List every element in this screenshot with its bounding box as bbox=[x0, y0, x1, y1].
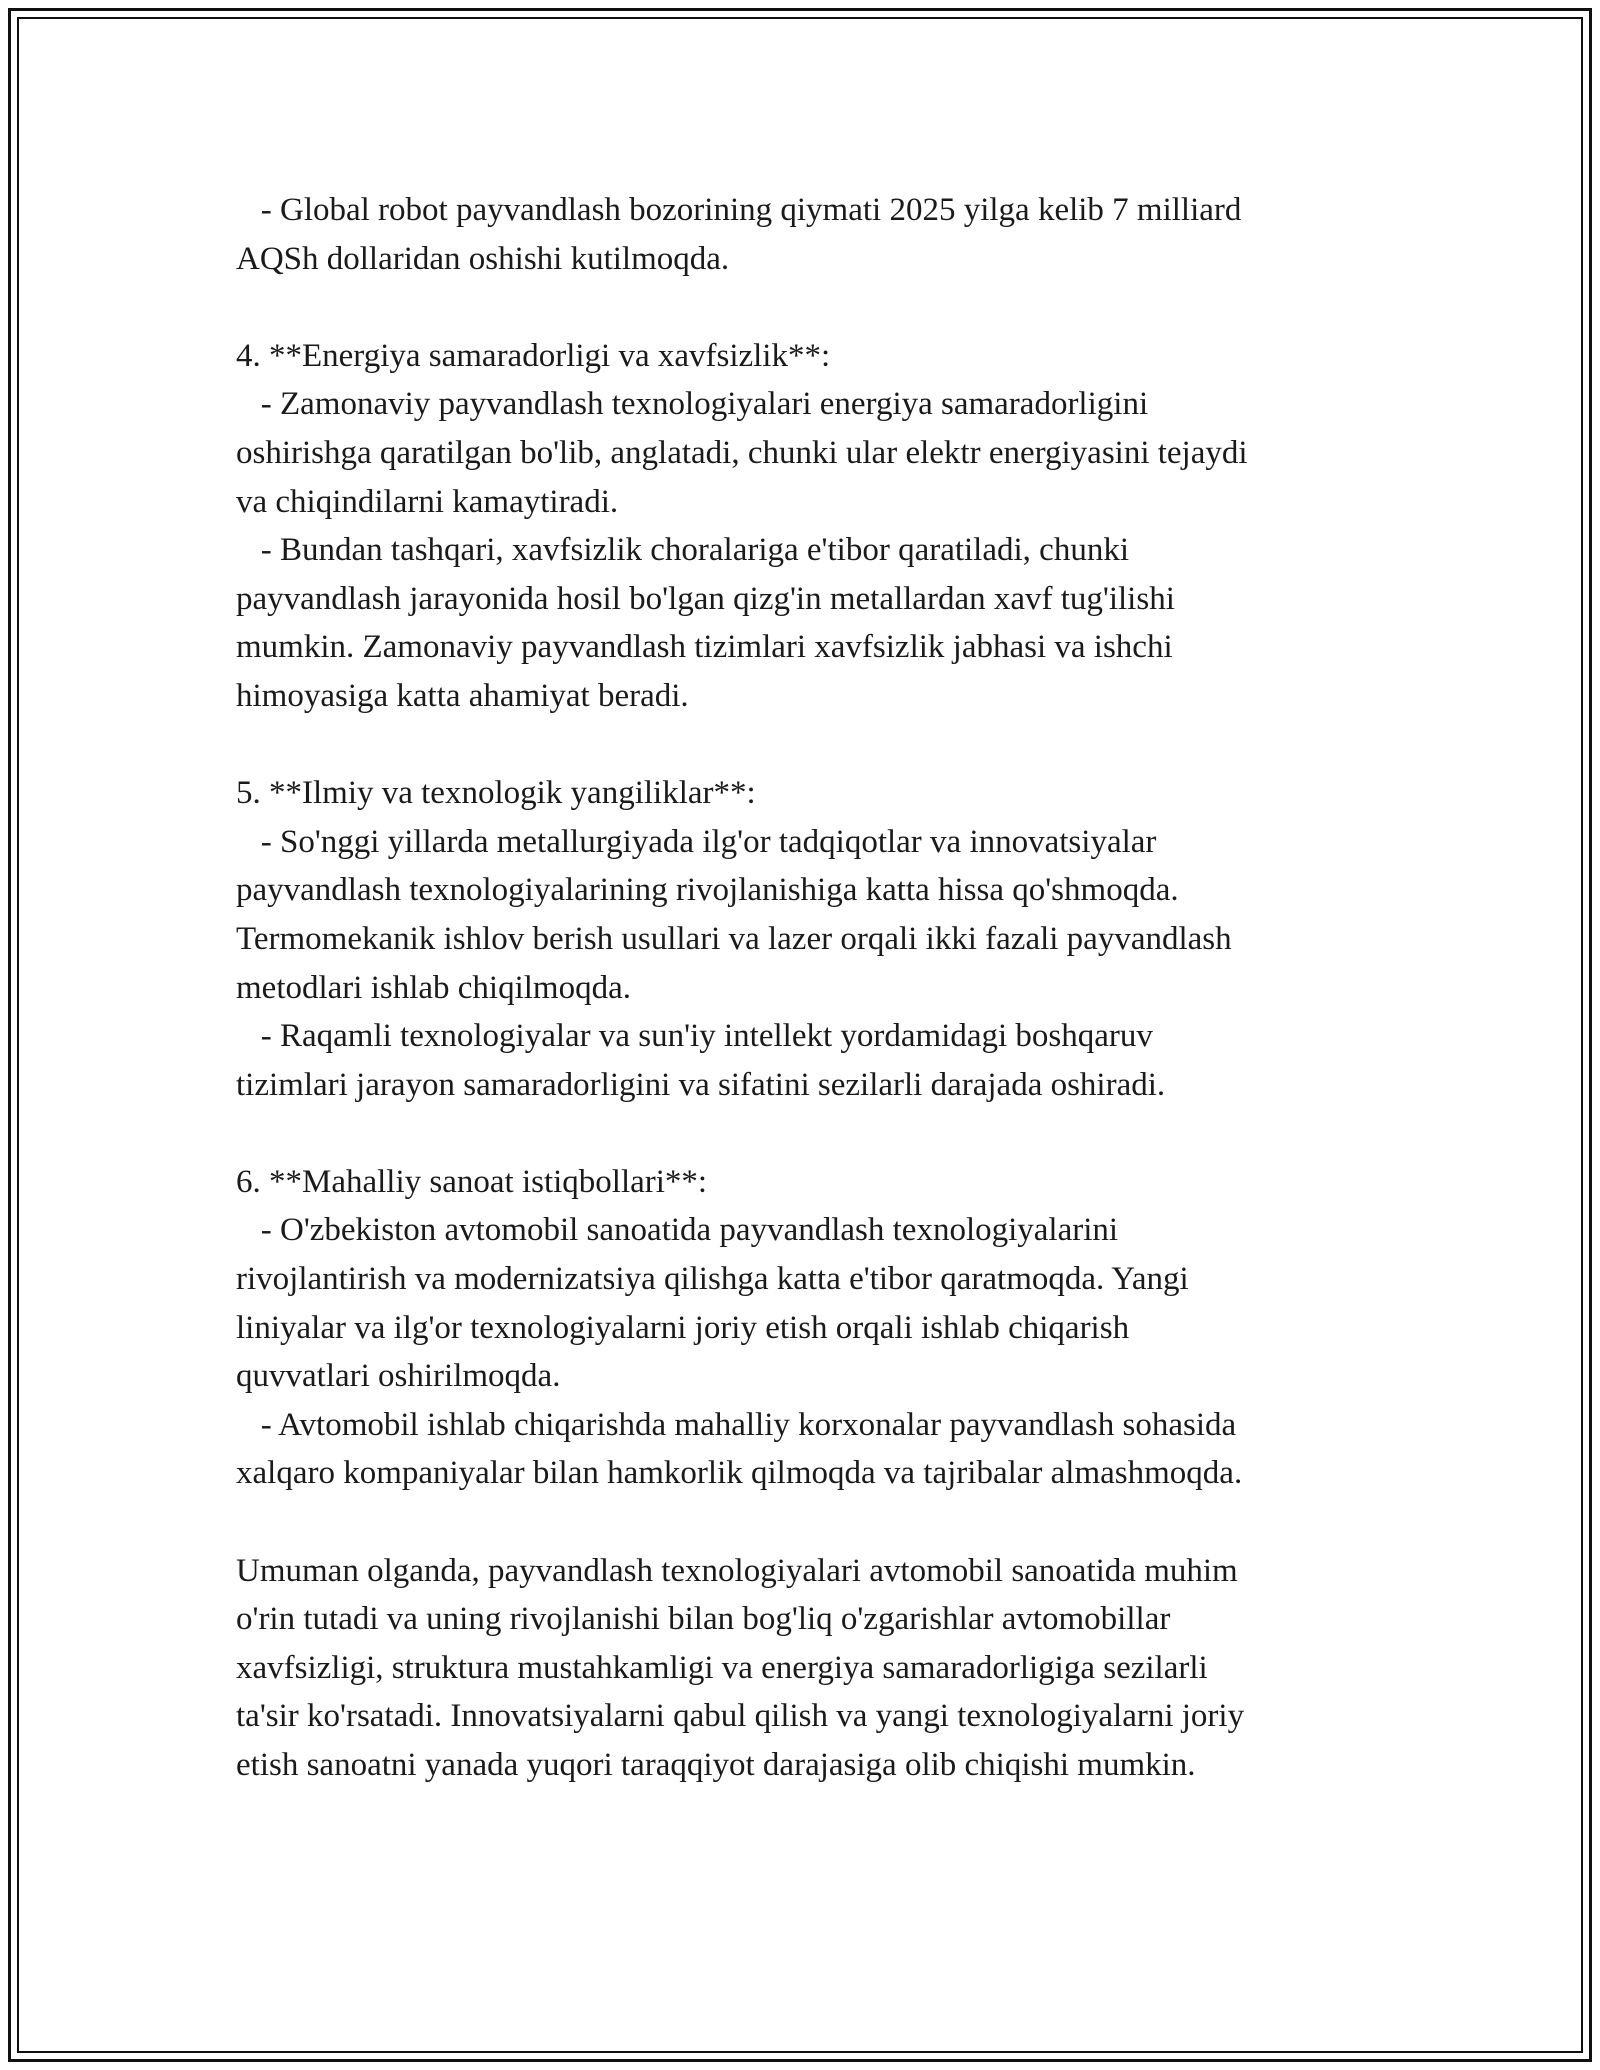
text-line: - Avtomobil ishlab chiqarishda mahalliy korxonalar payvandlash sohasida bbox=[236, 1406, 1237, 1443]
text-line: quvvatlari oshirilmoqda. bbox=[236, 1358, 561, 1395]
document-body bbox=[236, 186, 1396, 1790]
text-line: metodlari ishlab chiqilmoqda. bbox=[236, 969, 632, 1006]
text-line: - Zamonaviy payvandlash texnologiyalari energiya samaradorligini bbox=[236, 386, 1149, 423]
text-line: himoyasiga katta ahamiyat beradi. bbox=[236, 677, 689, 714]
text-line: - So'nggi yillarda metallurgiyada ilg'or tadqiqotlar va innovatsiyalar bbox=[236, 823, 1157, 860]
text-line: - Bundan tashqari, xavfsizlik choralariga e'tibor qaratiladi, chunki bbox=[236, 532, 1129, 569]
conclusion-line: ta'sir ko'rsatadi. Innovatsiyalarni qabul qilish va yangi texnologiyalarni joriy bbox=[236, 1698, 1245, 1735]
section-heading: 4. **Energiya samaradorligi va xavfsizlik**: bbox=[236, 337, 831, 374]
text-line: - Global robot payvandlash bozorining qiymati 2025 yilga kelib 7 milliard bbox=[236, 192, 1242, 228]
section-heading: 5. **Ilmiy va texnologik yangiliklar**: bbox=[236, 775, 756, 812]
conclusion-line: etish sanoatni yanada yuqori taraqqiyot darajasiga olib chiqishi mumkin. bbox=[236, 1747, 1196, 1783]
conclusion-line: Umuman olganda, payvandlash texnologiyalari avtomobil sanoatida muhim bbox=[236, 1552, 1238, 1589]
text-line: xalqaro kompaniyalar bilan hamkorlik qilmoqda va tajribalar almashmoqda. bbox=[236, 1455, 1243, 1492]
text-line: Termomekanik ishlov berish usullari va lazer orqali ikki fazali payvandlash bbox=[236, 920, 1232, 957]
text-line: AQSh dollaridan oshishi kutilmoqda. bbox=[236, 240, 730, 277]
text-line: liniyalar va ilg'or texnologiyalarni joriy etish orqali ishlab chiqarish bbox=[236, 1309, 1130, 1346]
text-line: mumkin. Zamonaviy payvandlash tizimlari xavfsizlik jabhasi va ishchi bbox=[236, 629, 1173, 666]
text-line: oshirishga qaratilgan bo'lib, anglatadi, chunki ular elektr energiyasini tejaydi bbox=[236, 434, 1248, 471]
conclusion-line: xavfsizligi, struktura mustahkamligi va energiya samaradorligiga sezilarli bbox=[236, 1649, 1208, 1686]
text-line: va chiqindilarni kamaytiradi. bbox=[236, 483, 619, 520]
conclusion-line: o'rin tutadi va uning rivojlanishi bilan bog'liq o'zgarishlar avtomobillar bbox=[236, 1601, 1171, 1638]
text-line: - O'zbekiston avtomobil sanoatida payvandlash texnologiyalarini bbox=[236, 1212, 1119, 1249]
blank-line bbox=[236, 1109, 1396, 1158]
text-line: - Raqamli texnologiyalar va sun'iy intellekt yordamidagi boshqaruv bbox=[236, 1018, 1153, 1055]
blank-line bbox=[236, 283, 1396, 332]
blank-line bbox=[236, 721, 1396, 770]
text-line: tizimlari jarayon samaradorligini va sifatini sezilarli darajada oshiradi. bbox=[236, 1066, 1166, 1103]
section-heading: 6. **Mahalliy sanoat istiqbollari**: bbox=[236, 1163, 708, 1200]
text-line: payvandlash texnologiyalarining rivojlanishiga katta hissa qo'shmoqda. bbox=[236, 872, 1179, 909]
text-line: rivojlantirish va modernizatsiya qilishga katta e'tibor qaratmoqda. Yangi bbox=[236, 1261, 1189, 1298]
blank-line bbox=[236, 1498, 1396, 1547]
text-line: payvandlash jarayonida hosil bo'lgan qizg'in metallardan xavf tug'ilishi bbox=[236, 580, 1175, 617]
